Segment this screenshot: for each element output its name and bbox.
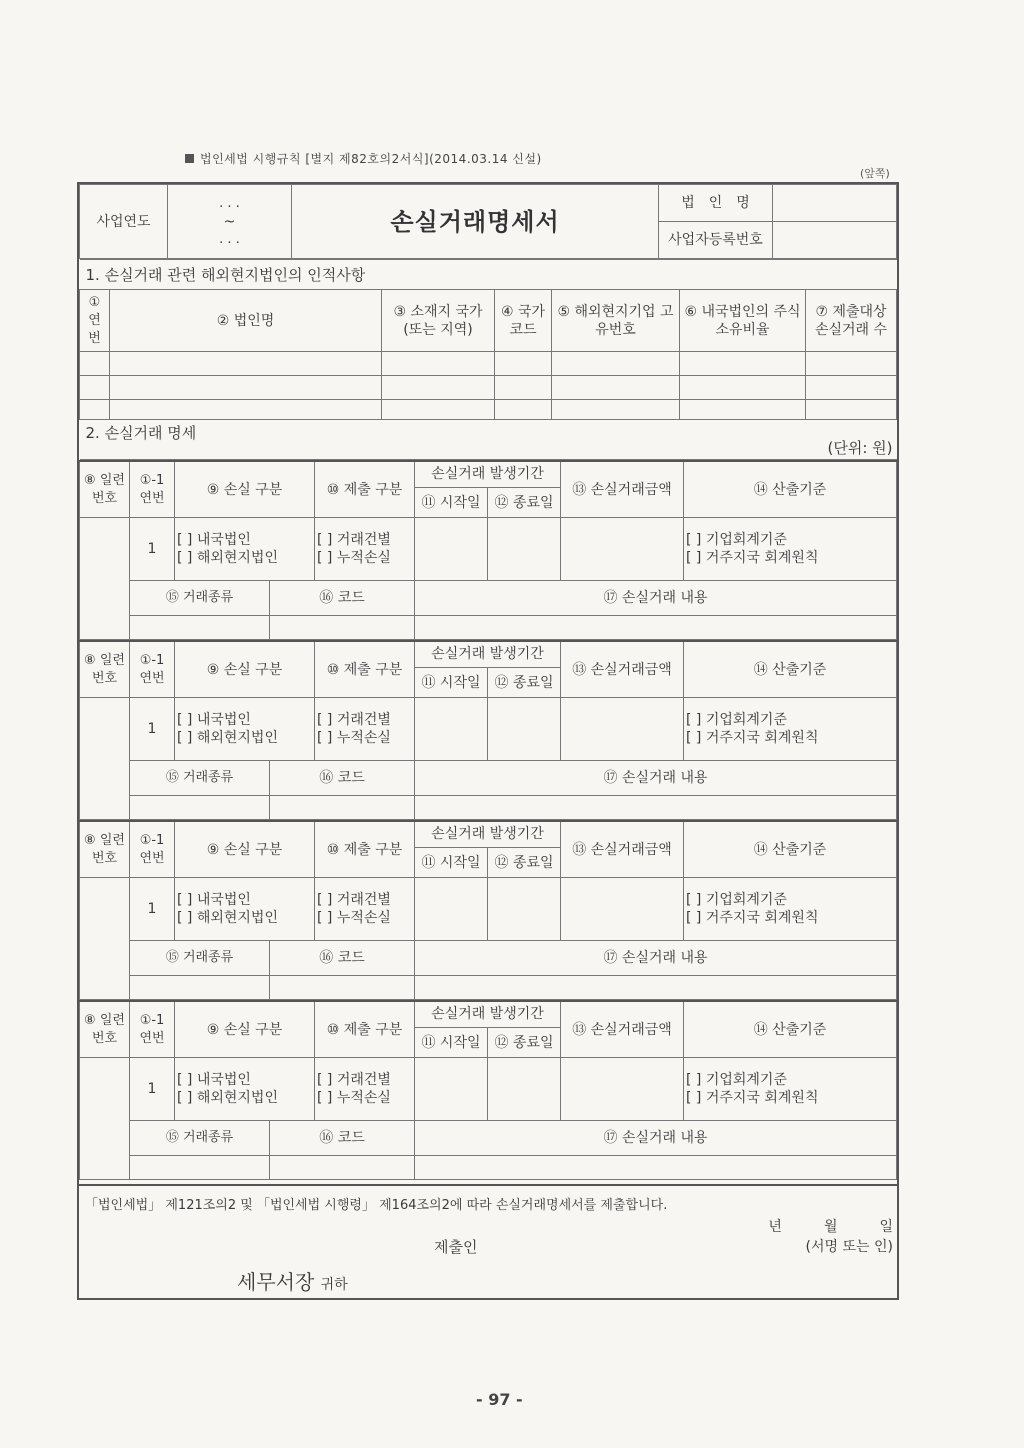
sub-seq-header: ①-1 연번 xyxy=(130,1001,175,1058)
period-header: 손실거래 발생기간 xyxy=(415,461,561,487)
trade-type-header: ⑮ 거래종류 xyxy=(130,761,270,795)
code-field[interactable] xyxy=(270,795,415,819)
checkbox-corp-std[interactable]: [ ] 기업회계기준 xyxy=(686,1072,787,1089)
loss-detail-block xyxy=(79,1000,897,1180)
basis-header: ⑭ 산출기준 xyxy=(684,461,897,518)
content-field[interactable] xyxy=(415,1155,897,1179)
col-loss-count: ⑦ 제출대상 손실거래 수 xyxy=(806,290,897,352)
checkbox-single[interactable]: [ ] 거래건별 xyxy=(317,532,391,549)
code-field[interactable] xyxy=(270,615,415,639)
period-header: 손실거래 발생기간 xyxy=(415,641,561,667)
section2-heading: 2. 손실거래 명세 xyxy=(85,424,197,442)
code-field[interactable] xyxy=(270,1155,415,1179)
business-year-label: 사업연도 xyxy=(80,185,168,259)
section1-row[interactable] xyxy=(80,376,897,400)
loss-type-header: ⑨ 손실 구분 xyxy=(175,821,315,878)
section1-table xyxy=(79,259,897,460)
code-field[interactable] xyxy=(270,975,415,999)
loss-type-header: ⑨ 손실 구분 xyxy=(175,1001,315,1058)
declaration-text: 「법인세법」 제121조의2 및 「법인세법 시행령」 제164조의2에 따라 손실거래명세서를 제출합니다. xyxy=(85,1198,668,1213)
trade-type-header: ⑮ 거래종류 xyxy=(130,1121,270,1155)
loss-type-options xyxy=(175,698,315,761)
amount-header: ⑬ 손실거래금액 xyxy=(561,461,684,518)
col-seq: ① 연번 xyxy=(80,290,110,352)
tax-office-label: 세무서장 귀하 xyxy=(237,1270,348,1294)
col-corp-name: ② 법인명 xyxy=(110,290,382,352)
checkbox-domestic[interactable]: [ ] 내국법인 xyxy=(177,532,251,549)
loss-detail-block xyxy=(79,460,897,640)
corp-name-field[interactable] xyxy=(773,185,897,222)
checkbox-corp-std[interactable]: [ ] 기업회계기준 xyxy=(686,712,787,729)
code-header: ⑯ 코드 xyxy=(270,941,415,975)
checkbox-single[interactable]: [ ] 거래건별 xyxy=(317,892,391,909)
checkbox-local-std[interactable]: [ ] 거주지국 회계원칙 xyxy=(686,730,819,747)
start-header: ⑪ 시작일 xyxy=(415,667,488,697)
start-header: ⑪ 시작일 xyxy=(415,1027,488,1057)
amount-field[interactable] xyxy=(561,878,684,941)
start-date-field[interactable] xyxy=(415,698,488,761)
period-header: 손실거래 발생기간 xyxy=(415,821,561,847)
reg-no-field[interactable] xyxy=(773,222,897,259)
content-field[interactable] xyxy=(415,975,897,999)
checkbox-single[interactable]: [ ] 거래건별 xyxy=(317,712,391,729)
submit-type-header: ⑩ 제출 구분 xyxy=(315,1001,415,1058)
code-header: ⑯ 코드 xyxy=(270,1121,415,1155)
amount-header: ⑬ 손실거래금액 xyxy=(561,641,684,698)
trade-type-header: ⑮ 거래종류 xyxy=(130,581,270,615)
submitter-label: 제출인 xyxy=(434,1238,478,1256)
checkbox-domestic[interactable]: [ ] 내국법인 xyxy=(177,892,251,909)
content-header: ⑰ 손실거래 내용 xyxy=(415,581,897,615)
loss-type-header: ⑨ 손실 구분 xyxy=(175,641,315,698)
checkbox-local-std[interactable]: [ ] 거주지국 회계원칙 xyxy=(686,910,819,927)
loss-detail-block xyxy=(79,640,897,820)
section1-row[interactable] xyxy=(80,352,897,376)
end-date-field[interactable] xyxy=(488,698,561,761)
basis-header: ⑭ 산출기준 xyxy=(684,821,897,878)
trade-type-field[interactable] xyxy=(130,975,270,999)
section2-heading-cell xyxy=(80,420,897,460)
content-header: ⑰ 손실거래 내용 xyxy=(415,941,897,975)
amount-header: ⑬ 손실거래금액 xyxy=(561,821,684,878)
sub-seq-header: ①-1 연번 xyxy=(130,641,175,698)
basis-options xyxy=(684,878,897,941)
row-number: 1 xyxy=(130,1058,175,1121)
trade-type-header: ⑮ 거래종류 xyxy=(130,941,270,975)
amount-header: ⑬ 손실거래금액 xyxy=(561,1001,684,1058)
start-date-field[interactable] xyxy=(415,1058,488,1121)
col-country-code: ④ 국가 코드 xyxy=(495,290,552,352)
basis-options xyxy=(684,698,897,761)
col-location: ③ 소재지 국가 (또는 지역) xyxy=(382,290,495,352)
checkbox-corp-std[interactable]: [ ] 기업회계기준 xyxy=(686,892,787,909)
content-header: ⑰ 손실거래 내용 xyxy=(415,1121,897,1155)
form-top-table xyxy=(79,184,897,259)
checkbox-cumulative[interactable]: [ ] 누적손실 xyxy=(317,1090,391,1107)
content-header: ⑰ 손실거래 내용 xyxy=(415,761,897,795)
loss-detail-block xyxy=(79,820,897,1000)
checkbox-cumulative[interactable]: [ ] 누적손실 xyxy=(317,910,391,927)
end-date-field[interactable] xyxy=(488,1058,561,1121)
square-bullet-icon xyxy=(185,154,194,163)
start-header: ⑪ 시작일 xyxy=(415,847,488,877)
unit-label: (단위: 원) xyxy=(827,439,893,457)
signature-field[interactable]: (서명 또는 인) xyxy=(805,1239,893,1255)
submit-type-options xyxy=(315,878,415,941)
end-date-field[interactable] xyxy=(488,878,561,941)
checkbox-foreign[interactable]: [ ] 해외현지법인 xyxy=(177,910,278,927)
end-header: ⑫ 종료일 xyxy=(488,667,561,697)
amount-field[interactable] xyxy=(561,1058,684,1121)
loss-type-options xyxy=(175,878,315,941)
submit-type-options xyxy=(315,518,415,581)
loss-type-header: ⑨ 손실 구분 xyxy=(175,461,315,518)
seq-header: ⑧ 일련 번호 xyxy=(80,1001,130,1058)
seq-cell[interactable] xyxy=(80,878,130,1000)
sub-seq-header: ①-1 연번 xyxy=(130,821,175,878)
seq-cell[interactable] xyxy=(80,518,130,640)
basis-options xyxy=(684,1058,897,1121)
basis-header: ⑭ 산출기준 xyxy=(684,641,897,698)
end-header: ⑫ 종료일 xyxy=(488,487,561,517)
code-header: ⑯ 코드 xyxy=(270,761,415,795)
col-share-ratio: ⑥ 내국법인의 주식소유비율 xyxy=(680,290,806,352)
business-year-field[interactable]: . . . ~ . . . xyxy=(168,185,292,259)
submit-type-header: ⑩ 제출 구분 xyxy=(315,461,415,518)
checkbox-cumulative[interactable]: [ ] 누적손실 xyxy=(317,730,391,747)
loss-detail-blocks xyxy=(79,460,897,1180)
form-title: 손실거래명세서 xyxy=(292,185,659,259)
seq-header: ⑧ 일련 번호 xyxy=(80,821,130,878)
corp-name-label: 법 인 명 xyxy=(659,185,773,222)
loss-type-options xyxy=(175,1058,315,1121)
seq-cell[interactable] xyxy=(80,698,130,820)
row-number: 1 xyxy=(130,878,175,941)
content-field[interactable] xyxy=(415,615,897,639)
loss-type-options xyxy=(175,518,315,581)
form-reference: 법인세법 시행규칙 [별지 제82호의2서식](2014.03.14 신설) xyxy=(185,150,542,167)
end-date-field[interactable] xyxy=(488,518,561,581)
submit-type-header: ⑩ 제출 구분 xyxy=(315,641,415,698)
checkbox-domestic[interactable]: [ ] 내국법인 xyxy=(177,712,251,729)
basis-options xyxy=(684,518,897,581)
loss-transaction-form xyxy=(77,182,899,1300)
checkbox-corp-std[interactable]: [ ] 기업회계기준 xyxy=(686,532,787,549)
col-unique-no: ⑤ 해외현지기업 고유번호 xyxy=(552,290,680,352)
period-header: 손실거래 발생기간 xyxy=(415,1001,561,1027)
checkbox-local-std[interactable]: [ ] 거주지국 회계원칙 xyxy=(686,1090,819,1107)
row-number: 1 xyxy=(130,698,175,761)
submit-type-header: ⑩ 제출 구분 xyxy=(315,821,415,878)
code-header: ⑯ 코드 xyxy=(270,581,415,615)
reg-no-label: 사업자등록번호 xyxy=(659,222,773,259)
section1-row[interactable] xyxy=(80,400,897,420)
submit-type-options xyxy=(315,698,415,761)
checkbox-foreign[interactable]: [ ] 해외현지법인 xyxy=(177,1090,278,1107)
submit-type-options xyxy=(315,1058,415,1121)
page-side-label: (앞쪽) xyxy=(860,167,890,180)
basis-header: ⑭ 산출기준 xyxy=(684,1001,897,1058)
seq-header: ⑧ 일련 번호 xyxy=(80,641,130,698)
page-number: - 97 - xyxy=(476,1390,523,1409)
checkbox-cumulative[interactable]: [ ] 누적손실 xyxy=(317,550,391,567)
date-field[interactable]: 년 월 일 xyxy=(768,1219,893,1235)
trade-type-field[interactable] xyxy=(130,615,270,639)
section1-heading: 1. 손실거래 관련 해외현지법인의 인적사항 xyxy=(80,260,897,290)
row-number: 1 xyxy=(130,518,175,581)
checkbox-single[interactable]: [ ] 거래건별 xyxy=(317,1072,391,1089)
checkbox-domestic[interactable]: [ ] 내국법인 xyxy=(177,1072,251,1089)
sub-seq-header: ①-1 연번 xyxy=(130,461,175,518)
content-field[interactable] xyxy=(415,795,897,819)
seq-cell[interactable] xyxy=(80,1058,130,1180)
end-header: ⑫ 종료일 xyxy=(488,847,561,877)
start-date-field[interactable] xyxy=(415,518,488,581)
start-header: ⑪ 시작일 xyxy=(415,487,488,517)
checkbox-foreign[interactable]: [ ] 해외현지법인 xyxy=(177,550,278,567)
checkbox-local-std[interactable]: [ ] 거주지국 회계원칙 xyxy=(686,550,819,567)
amount-field[interactable] xyxy=(561,698,684,761)
declaration-area xyxy=(79,1184,897,1302)
checkbox-foreign[interactable]: [ ] 해외현지법인 xyxy=(177,730,278,747)
trade-type-field[interactable] xyxy=(130,795,270,819)
start-date-field[interactable] xyxy=(415,878,488,941)
end-header: ⑫ 종료일 xyxy=(488,1027,561,1057)
trade-type-field[interactable] xyxy=(130,1155,270,1179)
amount-field[interactable] xyxy=(561,518,684,581)
seq-header: ⑧ 일련 번호 xyxy=(80,461,130,518)
